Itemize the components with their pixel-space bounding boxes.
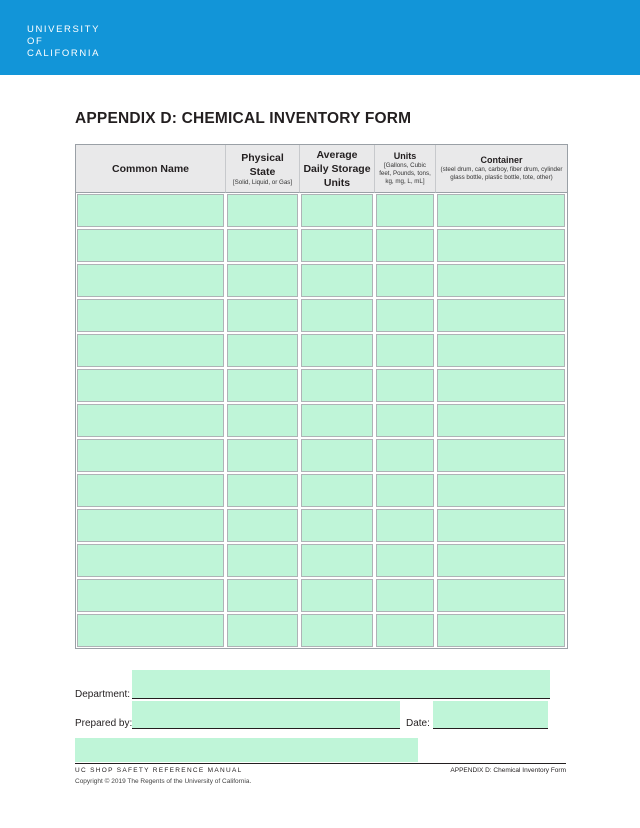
date-underline bbox=[433, 728, 548, 729]
container-input[interactable] bbox=[437, 404, 565, 437]
date-label: Date: bbox=[406, 718, 430, 729]
cell-units bbox=[375, 193, 436, 228]
cell-units bbox=[375, 578, 436, 613]
table-row bbox=[76, 508, 567, 543]
date-field[interactable] bbox=[433, 701, 548, 729]
units-input[interactable] bbox=[376, 509, 434, 542]
cell-units bbox=[375, 228, 436, 263]
cell-physical-state bbox=[226, 543, 300, 578]
cell-common-name bbox=[76, 193, 226, 228]
logo-line-2: OF bbox=[27, 36, 44, 47]
page-title: APPENDIX D: CHEMICAL INVENTORY FORM bbox=[75, 110, 412, 127]
units-input[interactable] bbox=[376, 194, 434, 227]
container-input[interactable] bbox=[437, 229, 565, 262]
cell-units bbox=[375, 298, 436, 333]
cell-units bbox=[375, 403, 436, 438]
storage-units-input[interactable] bbox=[301, 229, 373, 262]
header-container bbox=[436, 145, 567, 193]
header-label: Units bbox=[393, 151, 417, 161]
header-label: Common Name bbox=[111, 162, 189, 175]
prepared-by-field[interactable] bbox=[132, 701, 400, 729]
units-input[interactable] bbox=[376, 439, 434, 472]
units-input[interactable] bbox=[376, 579, 434, 612]
storage-units-input[interactable] bbox=[301, 369, 373, 402]
department-field[interactable] bbox=[132, 670, 550, 699]
container-input[interactable] bbox=[437, 369, 565, 402]
table-row bbox=[76, 473, 567, 508]
header-physical-state bbox=[226, 145, 300, 193]
container-input[interactable] bbox=[437, 544, 565, 577]
cell-units bbox=[375, 438, 436, 473]
storage-units-input[interactable] bbox=[301, 299, 373, 332]
cell-units bbox=[375, 543, 436, 578]
physical-state-input[interactable] bbox=[227, 194, 298, 227]
cell-common-name bbox=[76, 403, 226, 438]
header-units bbox=[375, 145, 436, 193]
cell-container bbox=[436, 333, 567, 368]
table-row bbox=[76, 403, 567, 438]
cell-common-name bbox=[76, 228, 226, 263]
common-name-input[interactable] bbox=[77, 614, 224, 647]
cell-physical-state bbox=[226, 333, 300, 368]
units-input[interactable] bbox=[376, 299, 434, 332]
storage-units-input[interactable] bbox=[301, 439, 373, 472]
storage-units-input[interactable] bbox=[301, 579, 373, 612]
physical-state-input[interactable] bbox=[227, 614, 298, 647]
cell-physical-state bbox=[226, 438, 300, 473]
cell-storage-units bbox=[300, 333, 375, 368]
cell-common-name bbox=[76, 333, 226, 368]
units-input[interactable] bbox=[376, 404, 434, 437]
cell-physical-state bbox=[226, 578, 300, 613]
units-input[interactable] bbox=[376, 544, 434, 577]
cell-units bbox=[375, 368, 436, 403]
container-input[interactable] bbox=[437, 509, 565, 542]
footer-divider bbox=[75, 763, 566, 764]
header-banner bbox=[0, 0, 640, 75]
container-input[interactable] bbox=[437, 439, 565, 472]
header-label: Container bbox=[480, 155, 523, 165]
department-label: Department: bbox=[75, 689, 131, 700]
table-row bbox=[76, 578, 567, 613]
cell-container bbox=[436, 263, 567, 298]
prepared-by-underline bbox=[132, 728, 400, 729]
cell-units bbox=[375, 508, 436, 543]
signature-field[interactable] bbox=[75, 738, 418, 762]
table-row bbox=[76, 298, 567, 333]
storage-units-input[interactable] bbox=[301, 614, 373, 647]
units-input[interactable] bbox=[376, 334, 434, 367]
storage-units-input[interactable] bbox=[301, 404, 373, 437]
storage-units-input[interactable] bbox=[301, 194, 373, 227]
cell-container bbox=[436, 403, 567, 438]
cell-container bbox=[436, 368, 567, 403]
cell-container bbox=[436, 228, 567, 263]
cell-physical-state bbox=[226, 228, 300, 263]
common-name-input[interactable] bbox=[77, 544, 224, 577]
common-name-input[interactable] bbox=[77, 229, 224, 262]
common-name-input[interactable] bbox=[77, 439, 224, 472]
physical-state-input[interactable] bbox=[227, 229, 298, 262]
cell-units bbox=[375, 473, 436, 508]
cell-storage-units bbox=[300, 613, 375, 648]
cell-storage-units bbox=[300, 228, 375, 263]
table-row bbox=[76, 333, 567, 368]
cell-storage-units bbox=[300, 403, 375, 438]
footer-section: APPENDIX D: Chemical Inventory Form bbox=[450, 767, 566, 774]
common-name-input[interactable] bbox=[77, 299, 224, 332]
cell-common-name bbox=[76, 543, 226, 578]
cell-storage-units bbox=[300, 578, 375, 613]
cell-container bbox=[436, 508, 567, 543]
physical-state-input[interactable] bbox=[227, 369, 298, 402]
cell-physical-state bbox=[226, 613, 300, 648]
cell-container bbox=[436, 193, 567, 228]
header-common-name bbox=[76, 145, 226, 193]
physical-state-input[interactable] bbox=[227, 474, 298, 507]
cell-physical-state bbox=[226, 473, 300, 508]
cell-storage-units bbox=[300, 263, 375, 298]
footer-copyright: Copyright © 2019 The Regents of the University of California. bbox=[75, 778, 252, 785]
common-name-input[interactable] bbox=[77, 369, 224, 402]
storage-units-input[interactable] bbox=[301, 509, 373, 542]
cell-storage-units bbox=[300, 193, 375, 228]
prepared-by-label: Prepared by: bbox=[75, 718, 133, 729]
cell-physical-state bbox=[226, 298, 300, 333]
physical-state-input[interactable] bbox=[227, 579, 298, 612]
cell-common-name bbox=[76, 438, 226, 473]
header-sublabel: (steel drum, can, carboy, fiber drum, cylinder glass bottle, plastic bottle, tote, other) bbox=[440, 166, 563, 181]
physical-state-input[interactable] bbox=[227, 404, 298, 437]
container-input[interactable] bbox=[437, 474, 565, 507]
table-row bbox=[76, 543, 567, 578]
cell-container bbox=[436, 543, 567, 578]
cell-common-name bbox=[76, 368, 226, 403]
cell-physical-state bbox=[226, 508, 300, 543]
storage-units-input[interactable] bbox=[301, 544, 373, 577]
common-name-input[interactable] bbox=[77, 474, 224, 507]
cell-container bbox=[436, 613, 567, 648]
department-underline bbox=[132, 698, 550, 699]
cell-common-name bbox=[76, 298, 226, 333]
table-body bbox=[76, 193, 567, 648]
table-row bbox=[76, 193, 567, 228]
container-input[interactable] bbox=[437, 194, 565, 227]
cell-container bbox=[436, 438, 567, 473]
container-input[interactable] bbox=[437, 334, 565, 367]
logo-line-1: UNIVERSITY bbox=[27, 24, 101, 35]
physical-state-input[interactable] bbox=[227, 509, 298, 542]
units-input[interactable] bbox=[376, 229, 434, 262]
table-row bbox=[76, 368, 567, 403]
cell-common-name bbox=[76, 613, 226, 648]
cell-storage-units bbox=[300, 473, 375, 508]
container-input[interactable] bbox=[437, 579, 565, 612]
physical-state-input[interactable] bbox=[227, 439, 298, 472]
storage-units-input[interactable] bbox=[301, 474, 373, 507]
cell-container bbox=[436, 298, 567, 333]
chemical-inventory-table bbox=[75, 144, 568, 649]
cell-storage-units bbox=[300, 368, 375, 403]
units-input[interactable] bbox=[376, 264, 434, 297]
cell-physical-state bbox=[226, 368, 300, 403]
table-row bbox=[76, 228, 567, 263]
cell-physical-state bbox=[226, 263, 300, 298]
header-sublabel: [Solid, Liquid, or Gas] bbox=[232, 178, 293, 186]
physical-state-input[interactable] bbox=[227, 299, 298, 332]
physical-state-input[interactable] bbox=[227, 264, 298, 297]
table-row bbox=[76, 438, 567, 473]
cell-physical-state bbox=[226, 193, 300, 228]
common-name-input[interactable] bbox=[77, 404, 224, 437]
units-input[interactable] bbox=[376, 369, 434, 402]
table-row bbox=[76, 263, 567, 298]
cell-common-name bbox=[76, 508, 226, 543]
storage-units-input[interactable] bbox=[301, 264, 373, 297]
university-logo bbox=[27, 24, 100, 60]
table-row bbox=[76, 613, 567, 648]
common-name-input[interactable] bbox=[77, 264, 224, 297]
cell-storage-units bbox=[300, 543, 375, 578]
cell-storage-units bbox=[300, 438, 375, 473]
cell-storage-units bbox=[300, 508, 375, 543]
physical-state-input[interactable] bbox=[227, 334, 298, 367]
physical-state-input[interactable] bbox=[227, 544, 298, 577]
common-name-input[interactable] bbox=[77, 334, 224, 367]
header-sublabel: [Gallons, Cubic feet, Pounds, tons, kg, mg, L, mL] bbox=[379, 162, 431, 185]
header-label: Average Daily Storage Units bbox=[303, 148, 371, 189]
cell-common-name bbox=[76, 473, 226, 508]
container-input[interactable] bbox=[437, 264, 565, 297]
units-input[interactable] bbox=[376, 474, 434, 507]
cell-units bbox=[375, 613, 436, 648]
container-input[interactable] bbox=[437, 299, 565, 332]
footer-manual-title: UC SHOP SAFETY REFERENCE MANUAL bbox=[75, 767, 243, 774]
common-name-input[interactable] bbox=[77, 579, 224, 612]
cell-common-name bbox=[76, 578, 226, 613]
cell-storage-units bbox=[300, 298, 375, 333]
header-label: Physical State bbox=[241, 151, 284, 178]
cell-common-name bbox=[76, 263, 226, 298]
common-name-input[interactable] bbox=[77, 194, 224, 227]
common-name-input[interactable] bbox=[77, 509, 224, 542]
header-average-daily-storage-units bbox=[300, 145, 375, 193]
cell-units bbox=[375, 333, 436, 368]
logo-line-3: CALIFORNIA bbox=[27, 48, 101, 59]
units-input[interactable] bbox=[376, 614, 434, 647]
cell-physical-state bbox=[226, 403, 300, 438]
cell-container bbox=[436, 473, 567, 508]
cell-units bbox=[375, 263, 436, 298]
container-input[interactable] bbox=[437, 614, 565, 647]
storage-units-input[interactable] bbox=[301, 334, 373, 367]
cell-container bbox=[436, 578, 567, 613]
table-header-row bbox=[76, 145, 567, 193]
